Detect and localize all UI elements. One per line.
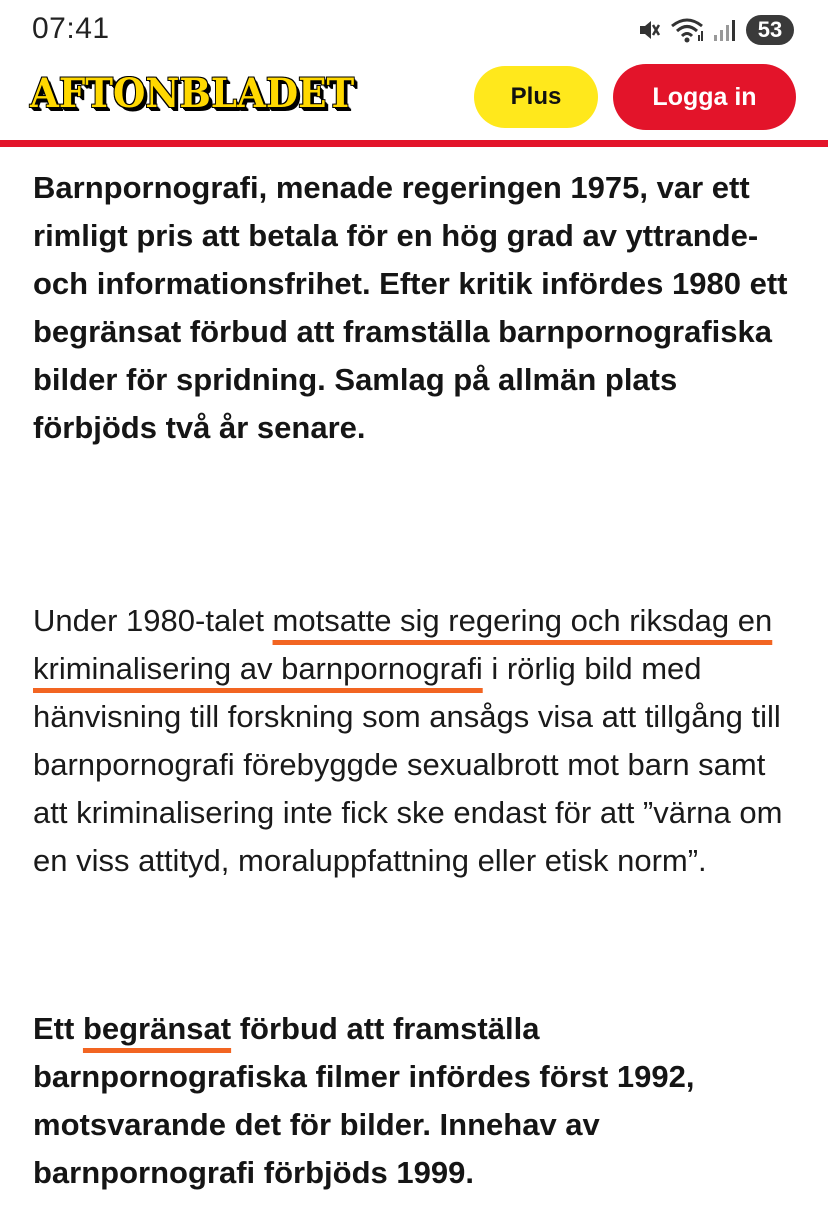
- header-divider: [0, 140, 828, 147]
- paragraph-3-text-before: Ett: [33, 1011, 83, 1046]
- battery-icon: 53: [746, 15, 794, 45]
- site-header: [0, 60, 828, 140]
- mute-icon: [636, 17, 662, 43]
- article-paragraph-1: Barnpornografi, menade regeringen 1975, var ett rimligt pris att betala för en hög grad av yttrande- och informationsfrihet. Efter kritik infördes 1980 ett begränsat förbud att framställa barnpornografiska bilder för spridning. Samlag på allmän plats förbjöds två år senare.: [33, 170, 788, 445]
- paragraph-2-text-after: i rörlig bild med hänvisning till forskning som ansågs visa att tillgång till barnpornografi förebyggde sexualbrott mot barn samt att kriminalisering inte fick ske endast för att ”värna om en viss attityd, moraluppfattning eller etisk norm”.: [33, 651, 783, 878]
- highlighted-text: begränsat: [82, 1011, 232, 1046]
- login-button[interactable]: Logga in: [613, 64, 796, 130]
- status-bar: [0, 0, 828, 60]
- article-paragraph-2: [33, 597, 803, 885]
- status-icons: [636, 14, 794, 46]
- signal-icon: [712, 17, 738, 43]
- article-paragraph-3: [33, 1005, 803, 1197]
- plus-button[interactable]: Plus: [474, 66, 598, 128]
- paragraph-3-text-after: förbud att framställa barnpornografiska filmer infördes först 1992, motsvarande det för bilder. Innehav av barnpornografi förbjöds 1999.: [33, 1011, 695, 1190]
- aftonbladet-logo[interactable]: AFTONBLADET: [30, 70, 355, 117]
- wifi-icon: [670, 16, 704, 44]
- highlighted-text: motsatte sig regering och riksdag en kriminalisering av barnpornografi: [33, 603, 773, 686]
- status-time: 07:41: [32, 12, 110, 45]
- paragraph-2-text-before: Under 1980-talet: [33, 603, 273, 638]
